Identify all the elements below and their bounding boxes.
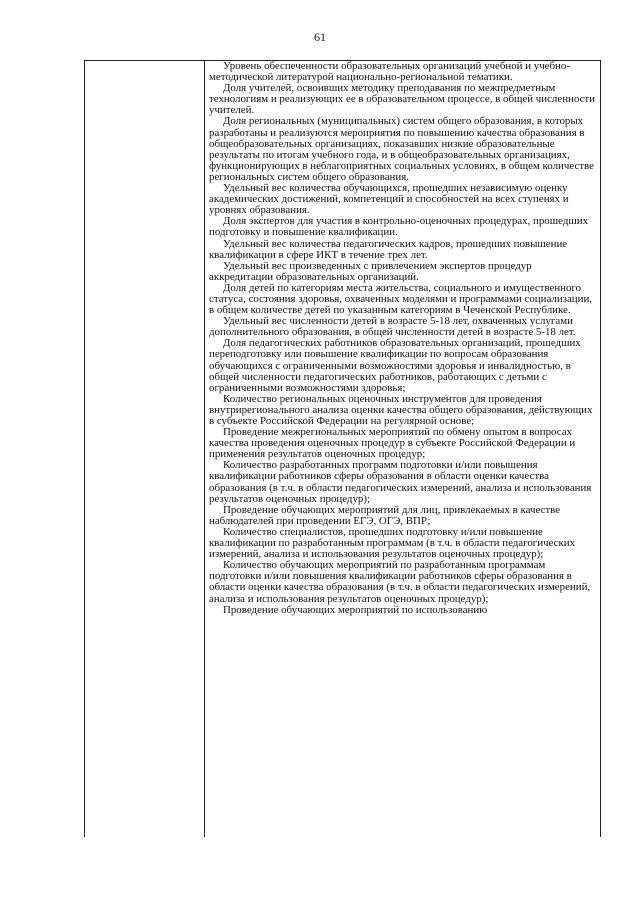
indicator-paragraph: Доля педагогических работников образовательных организаций, прошедших переподготовку или повышение квалификации по вопросам образования обучающихся с ограниченными возможностями здоровья и инвалидностью, в общей численности педагогических работников, работающих с детьми с ограниченными возможностями здоровья; [209, 337, 581, 394]
indicators-table [84, 60, 601, 837]
indicator-paragraph: Удельный вес количества обучающихся, прошедших независимую оценку академических достижений, компетенций и способностей на всех ступенях и уровнях образования. [209, 182, 569, 217]
indicator-paragraph: Количество разработанных программ подготовки и/или повышения квалификации работников сферы образования в области оценки качества образования (в т.ч. в области педагогических измерений, анализа и использования результатов оценочных процедур); [209, 459, 592, 505]
indicator-paragraph: Удельный вес количества педагогических кадров, прошедших повышение квалификации в сфере ИКТ в течение трех лет. [209, 237, 568, 261]
table-right-cell [205, 61, 600, 837]
indicator-paragraph: Доля детей по категориям места жительства, социального и имущественного статуса, состояния здоровья, охваченных моделями и программами социализации, в общем количестве детей по указанным категориям в Чеченской Республике. [209, 281, 592, 317]
indicator-paragraph: Проведение межрегиональных мероприятий по обмену опытом в вопросах качества проведения оценочных процедур в субъекте Российской Федерации и применения результатов оценочных процедур; [209, 426, 576, 461]
indicator-paragraph: Доля учителей, освоивших методику преподавания по межпредметным технологиям и реализующих ее в образовательном процессе, в общей численности учителей. [209, 82, 596, 117]
indicator-paragraph: Удельный вес численности детей в возрасте 5-18 лет, охваченных услугами дополнительного образования, в общей численности детей в возрасте 5-18 лет. [209, 315, 576, 339]
indicator-paragraph: Доля региональных (муниципальных) систем общего образования, в которых разработаны и реализуются мероприятия по повышению качества образования в общеобразовательных организациях, показавших низкие образовательные результаты по итогам учебного года, и в общеобразовательных организациях, функционирующих в неблагоприятных социальных условиях, в общем количестве региональных систем общего образования. [209, 115, 594, 183]
page-number: 61 [314, 30, 326, 44]
indicator-paragraph: Количество региональных оценочных инструментов для проведения внутрирегионального анализа оценки качества общего образования, действующих в субъекте Российской Федерации на регулярной основе; [209, 392, 593, 427]
indicator-paragraph: Количество специалистов, прошедших подготовку и/или повышение квалификации по разработанным программам (в т.ч. в области педагогических измерений, анализа и использования результатов оценочных процедур); [209, 525, 576, 561]
table-left-cell [85, 61, 205, 837]
indicator-paragraph: Проведение обучающих мероприятий по использованию [223, 603, 488, 616]
indicator-paragraph: Уровень обеспеченности образовательных организаций учебной и учебно-методической литературой национально-региональной тематики. [209, 61, 570, 84]
indicator-paragraph: Количество обучающих мероприятий по разработанным программам подготовки и/или повышения квалификации работников сферы образования в области оценки качества образования (в т.ч. в области педагогических измерений, анализа и использования результатов оценочных процедур); [209, 559, 591, 605]
indicator-paragraph: Проведение обучающих мероприятий для лиц, привлекаемых в качестве наблюдателей при проведении ЕГЭ, ОГЭ, ВПР; [209, 503, 561, 527]
indicator-paragraph: Удельный вес произведенных с привлечением экспертов процедур аккредитации образовательных организаций. [209, 259, 532, 283]
indicator-paragraph: Доля экспертов для участия в контрольно-оценочных процедурах, прошедших подготовку и повышение квалификации. [209, 215, 589, 239]
